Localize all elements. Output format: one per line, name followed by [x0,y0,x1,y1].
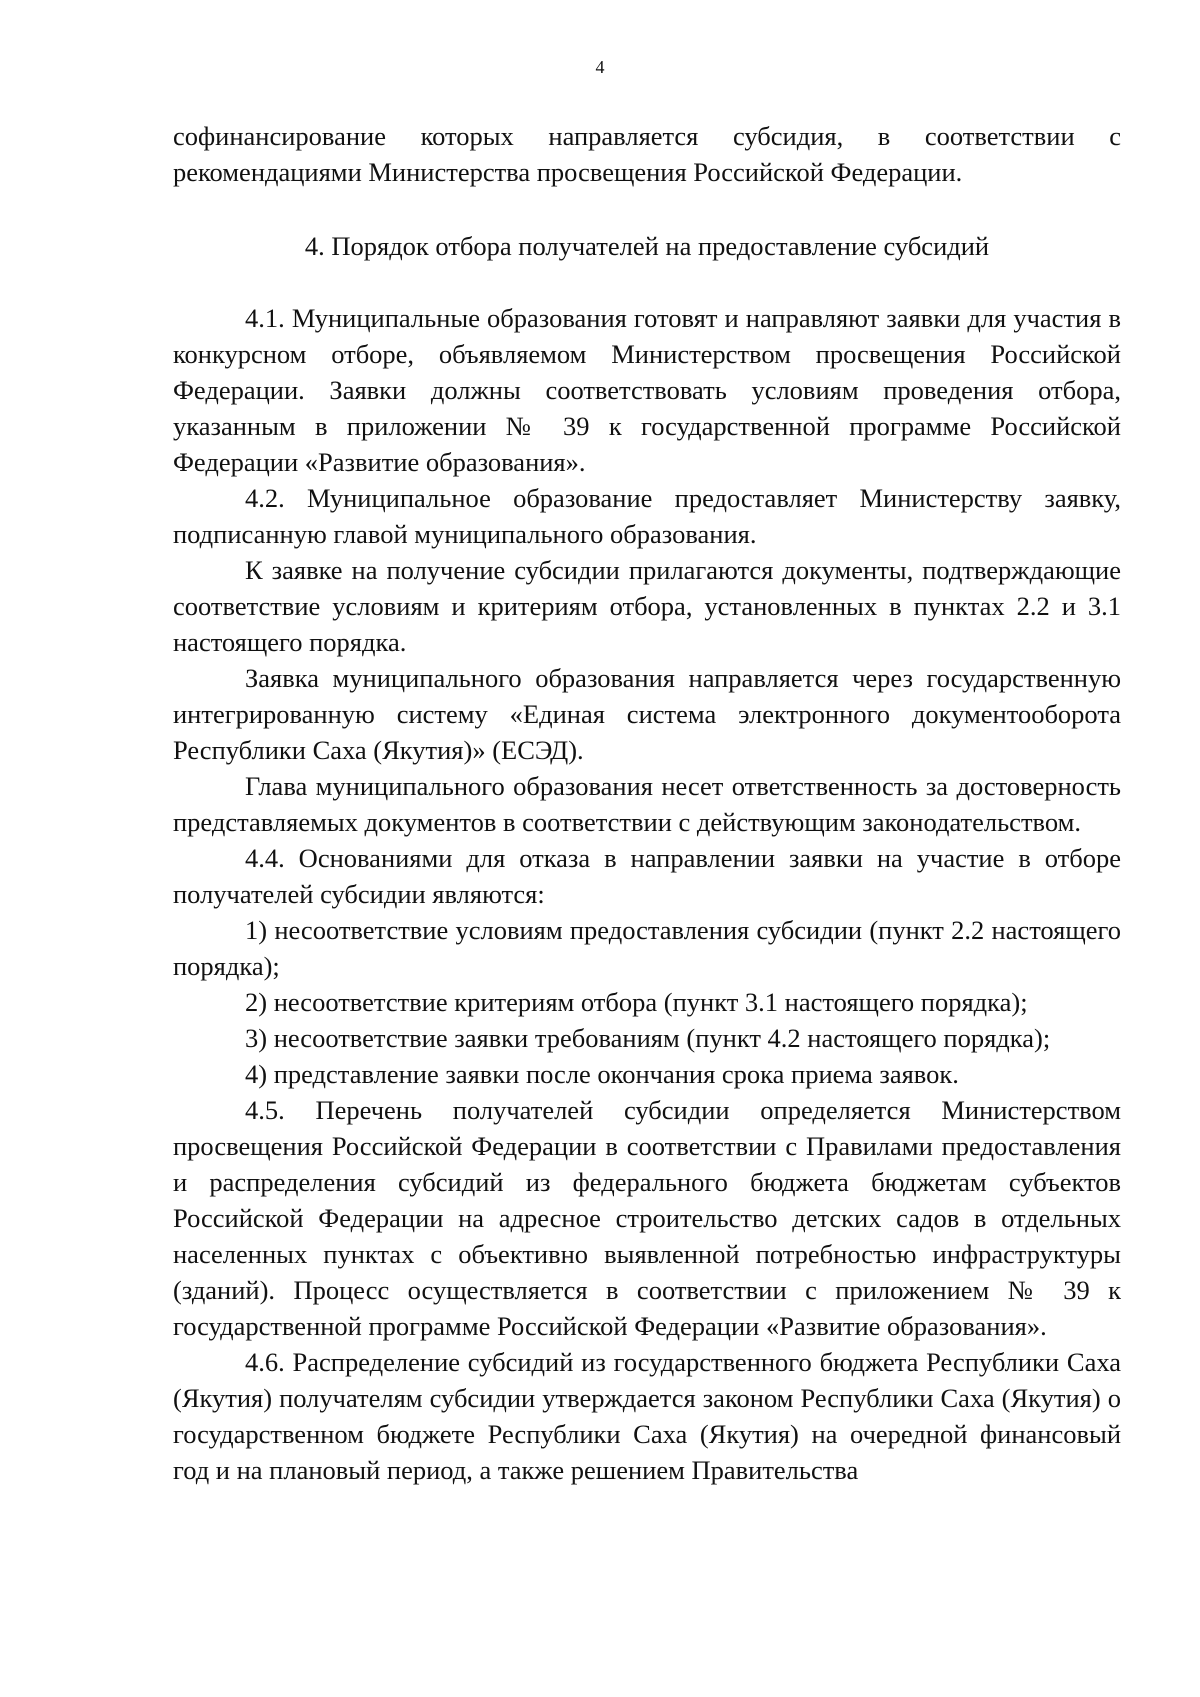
paragraph-4-5: 4.5. Перечень получателей субсидии определяется Министерством просвещения Российской Федерации в соответствии с Правилами предоставления и распределения субсидий из федерального бюджета бюджетам субъектов Российской Федерации на адресное строительство детских садов в отдельных населенных пунктах с объективно выявленной потребностью инфраструктуры (зданий). Процесс осуществляется в соответствии с приложением № 39 к государственной программе Российской Федерации «Развитие образования». [173,1095,1121,1341]
paragraph-4-1: 4.1. Муниципальные образования готовят и направляют заявки для участия в конкурсном отборе, объявляемом Министерством просвещения Российской Федерации. Заявки должны соответствовать условиям проведения отбора, указанным в приложении № 39 к государственной программе Российской Федерации «Развитие образования». [173,303,1121,477]
list-item-4: 4) представление заявки после окончания срока приема заявок. [245,1059,959,1089]
list-item-3: 3) несоответствие заявки требованиям (пункт 4.2 настоящего порядка); [245,1023,1051,1053]
paragraph-4-6: 4.6. Распределение субсидий из государственного бюджета Республики Саха (Якутия) получателям субсидии утверждается законом Республики Саха (Якутия) о государственном бюджете Республики Саха (Якутия) на очередной финансовый год и на плановый период, а также решением Правительства [173,1347,1121,1485]
paragraph-4-2: 4.2. Муниципальное образование предоставляет Министерству заявку, подписанную главой муниципального образования. [173,483,1121,549]
paragraph-responsibility: Глава муниципального образования несет ответственность за достоверность представляемых документов в соответствии с действующим законодательством. [173,771,1121,837]
continuation-paragraph: софинансирование которых направляется субсидия, в соответствии с рекомендациями Министерства просвещения Российской Федерации. [173,121,1121,187]
list-item-1: 1) несоответствие условиям предоставления субсидии (пункт 2.2 настоящего порядка); [173,915,1121,981]
list-item-2: 2) несоответствие критериям отбора (пункт 3.1 настоящего порядка); [245,987,1028,1017]
page-number: 4 [595,57,605,77]
paragraph-esed: Заявка муниципального образования направляется через государственную интегрированную систему «Единая система электронного документооборота Республики Саха (Якутия)» (ЕСЭД). [173,663,1121,765]
document-body [173,118,1121,1488]
paragraph-attachments: К заявке на получение субсидии прилагаются документы, подтверждающие соответствие условиям и критериям отбора, установленных в пунктах 2.2 и 3.1 настоящего порядка. [173,555,1121,657]
section-heading: 4. Порядок отбора получателей на предоставление субсидий [304,231,990,261]
paragraph-4-4: 4.4. Основаниями для отказа в направлении заявки на участие в отборе получателей субсидии являются: [173,843,1121,909]
